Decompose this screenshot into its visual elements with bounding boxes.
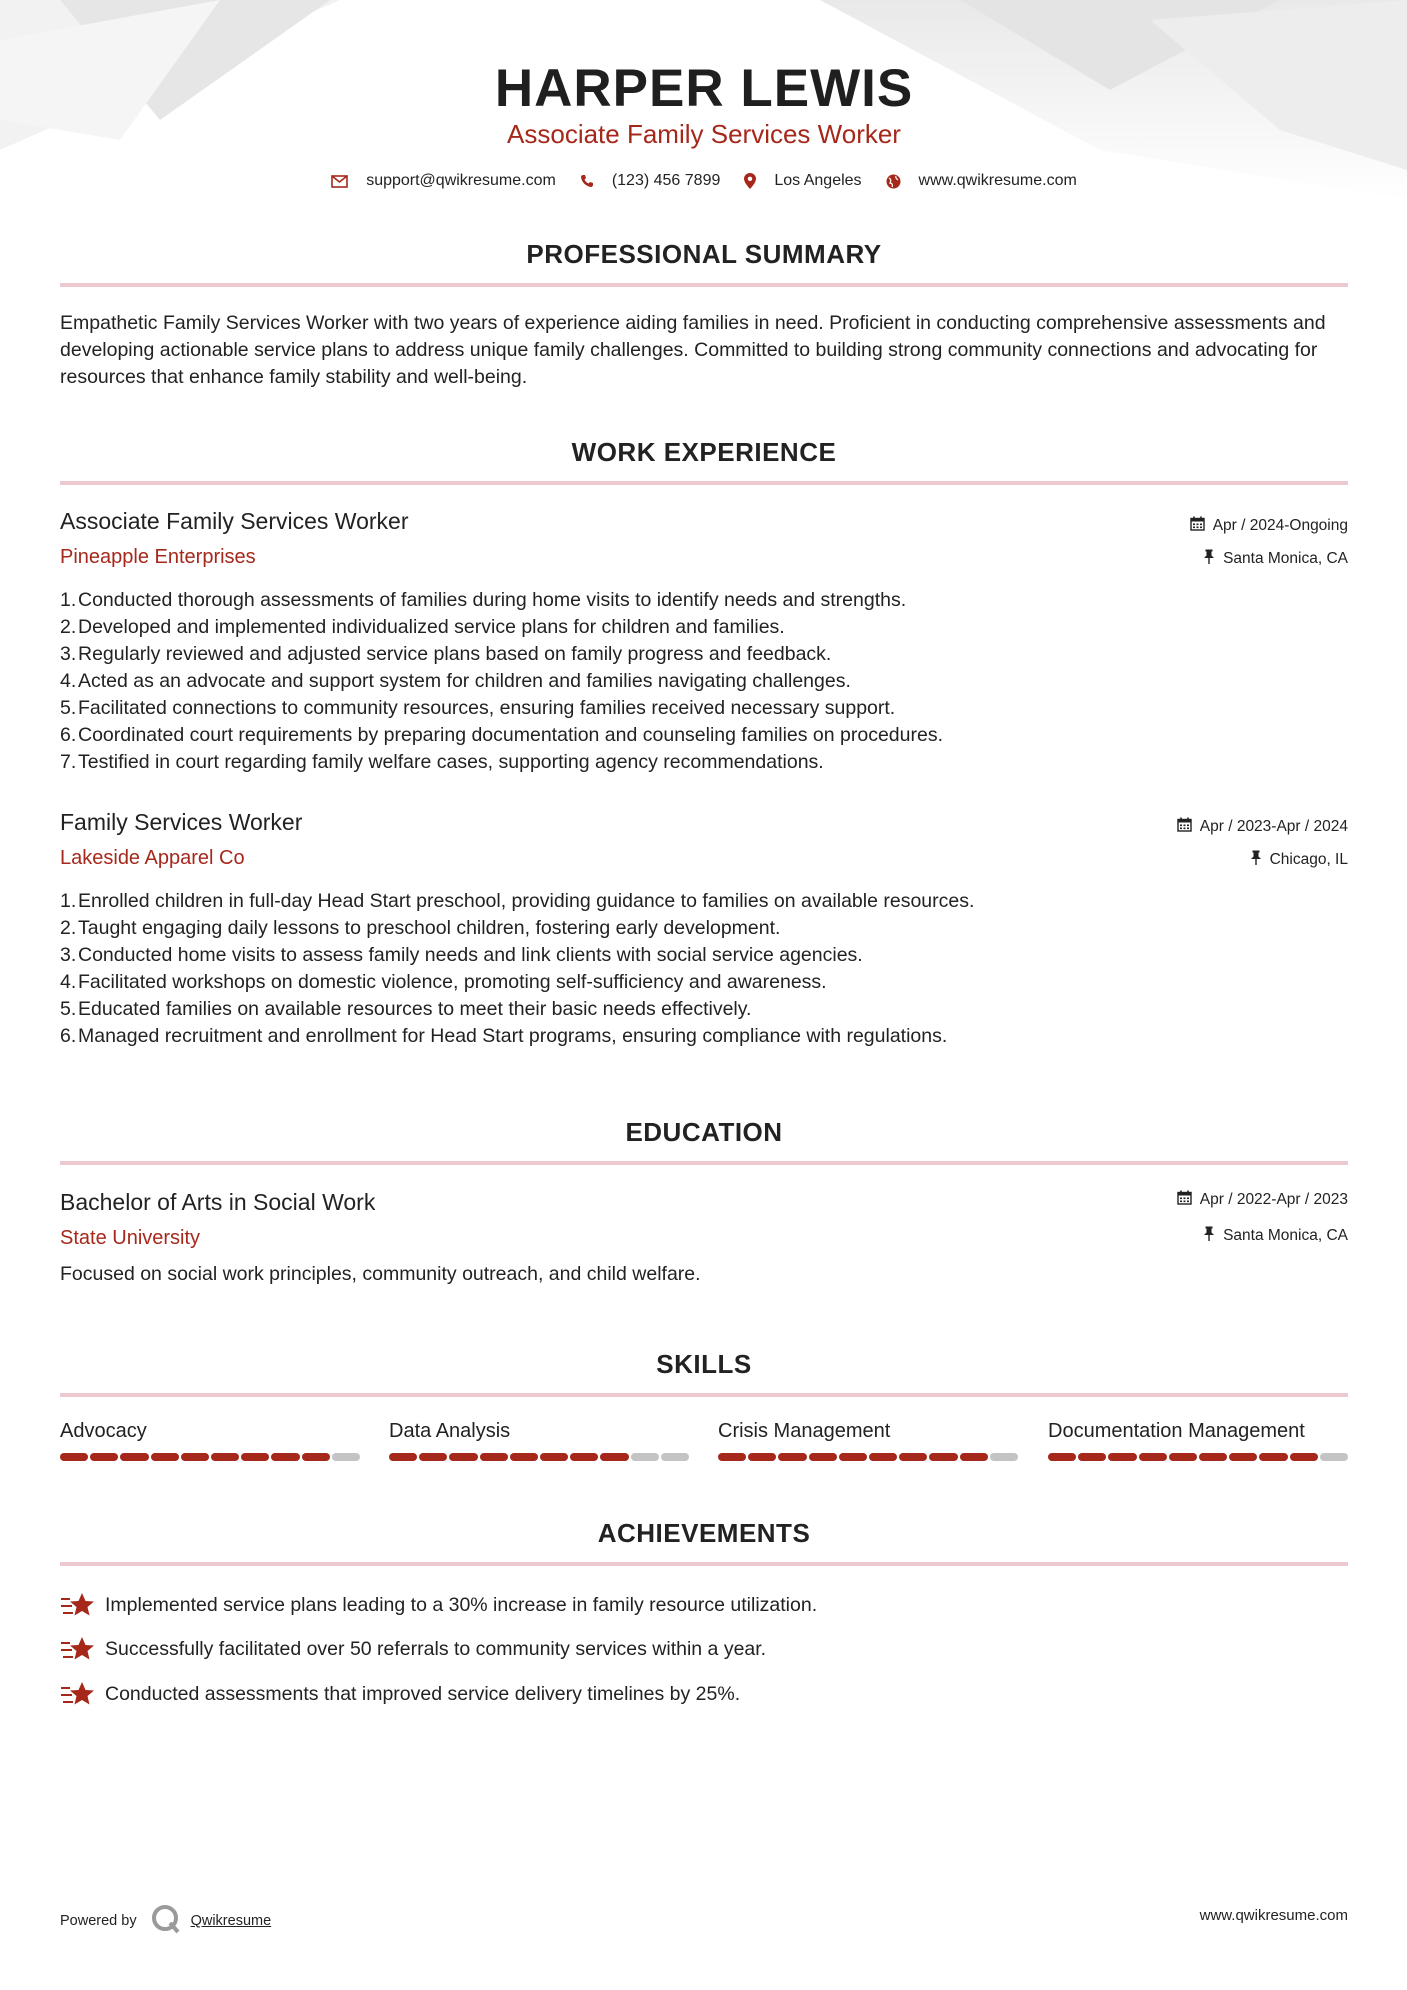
section-title-experience: WORK EXPERIENCE [571,437,837,467]
phone-icon [580,174,594,188]
section-title-education: EDUCATION [625,1117,783,1147]
skill-segment-filled [600,1453,628,1461]
shooting-star-icon [60,1590,96,1620]
achievement-text: Conducted assessments that improved service delivery timelines by 25%. [105,1682,741,1705]
skill-segment-empty [631,1453,659,1461]
pushpin-icon [1203,1226,1215,1246]
skill-rating [1048,1453,1348,1461]
education-description: Focused on social work principles, community outreach, and child welfare. [60,1263,701,1285]
skill-segment-filled [869,1453,897,1461]
section-title-achievements: ACHIEVEMENTS [597,1518,811,1548]
globe-icon [886,174,901,189]
shooting-star-icon [60,1679,96,1709]
candidate-role: Associate Family Services Worker [507,119,901,149]
skill-item [389,1420,689,1461]
skill-segment-empty [990,1453,1018,1461]
skill-rating [718,1453,1018,1461]
skill-segment-filled [1259,1453,1287,1461]
list-item: 3. Regularly reviewed and adjusted service plans based on family progress and feedback. [60,643,832,665]
skill-segment-filled [480,1453,508,1461]
education-dates-text: Apr / 2022-Apr / 2023 [1199,1191,1348,1208]
skill-segment-filled [1199,1453,1227,1461]
skill-segment-filled [960,1453,988,1461]
education-degree: Bachelor of Arts in Social Work [60,1189,376,1215]
skill-segment-filled [899,1453,927,1461]
skill-segment-filled [271,1453,299,1461]
list-item: 4. Acted as an advocate and support system for children and families navigating challenges. [60,670,851,692]
candidate-name: HARPER LEWIS [494,59,914,118]
job-dates-text: Apr / 2023-Apr / 2024 [1199,818,1348,835]
job-dates [1177,817,1348,837]
contact-phone-text: (123) 456 7899 [611,172,721,189]
skill-segment-empty [1320,1453,1348,1461]
contact-website[interactable] [886,172,1077,190]
section-title-skills: SKILLS [656,1349,752,1379]
contact-website-text: www.qwikresume.com [918,172,1077,189]
section-divider [60,283,1348,287]
skill-segment-filled [540,1453,568,1461]
job-title: Family Services Worker [60,809,303,835]
skill-item [1048,1420,1348,1461]
skill-segment-filled [1290,1453,1318,1461]
job-bullets [60,587,1348,776]
skill-segment-filled [839,1453,867,1461]
summary-text: Empathetic Family Services Worker with two years of experience aiding families in need. Proficient in conducting comprehensive assessments and developing actionable service plans to address unique family challenges. Committed to building strong community connections and advocating for resources that enhance family stability and well-being. [60,312,1326,388]
pushpin-icon [1203,549,1215,569]
list-item: 4. Facilitated workshops on domestic violence, promoting self-sufficiency and awareness. [60,971,827,993]
skill-segment-filled [748,1453,776,1461]
list-item: 2. Developed and implemented individualized service plans for children and families. [60,616,785,638]
job-dates-text: Apr / 2024-Ongoing [1212,517,1348,534]
skill-segment-filled [1078,1453,1106,1461]
job-company: Lakeside Apparel Co [60,847,245,869]
job-dates [1190,516,1348,536]
section-divider [60,481,1348,485]
list-item: 5. Educated families on available resources to meet their basic needs effectively. [60,998,752,1020]
skill-segment-filled [302,1453,330,1461]
skill-rating [389,1453,689,1461]
contact-location-text: Los Angeles [774,172,862,189]
skill-segment-filled [778,1453,806,1461]
list-item: 6. Coordinated court requirements by preparing documentation and counseling families on procedures. [60,724,944,746]
list-item: 5. Facilitated connections to community resources, ensuring families received necessary support. [60,697,896,719]
skill-segment-filled [389,1453,417,1461]
skill-segment-filled [1108,1453,1136,1461]
list-item: 2. Taught engaging daily lessons to preschool children, fostering early development. [60,917,781,939]
section-divider [60,1161,1348,1165]
map-pin-icon [744,173,756,189]
achievement-item [60,1634,766,1664]
skill-segment-filled [60,1453,88,1461]
qwikresume-link[interactable]: Qwikresume [190,1913,272,1929]
list-item: 7. Testified in court regarding family welfare cases, supporting agency recommendations. [60,751,824,773]
job-location-text: Santa Monica, CA [1223,550,1348,567]
skill-segment-filled [929,1453,957,1461]
job-title: Associate Family Services Worker [60,508,409,534]
section-title-summary: PROFESSIONAL SUMMARY [526,239,882,269]
list-item: 1. Conducted thorough assessments of families during home visits to identify needs and strengths. [60,589,907,611]
skill-segment-filled [1229,1453,1257,1461]
list-item: 6. Managed recruitment and enrollment for Head Start programs, ensuring compliance with regulations. [60,1025,948,1047]
contact-bar [60,172,1348,190]
skill-segment-empty [661,1453,689,1461]
qwikresume-logo-icon [151,1904,181,1938]
envelope-icon [331,175,348,188]
list-item: 1. Enrolled children in full-day Head Start preschool, providing guidance to families on available resources. [60,890,975,912]
skill-name: Documentation Management [1048,1420,1305,1442]
skill-segment-filled [241,1453,269,1461]
skill-name: Advocacy [60,1420,147,1442]
skill-item [718,1420,1018,1461]
calendar-icon [1190,516,1205,536]
achievement-text: Successfully facilitated over 50 referrals to community services within a year. [105,1637,767,1660]
achievement-item [60,1590,817,1620]
skill-item [60,1420,360,1461]
education-location-text: Santa Monica, CA [1223,1227,1348,1244]
job-bullets [60,888,1348,1050]
skill-segment-filled [120,1453,148,1461]
education-dates [1177,1190,1348,1210]
skill-segment-filled [809,1453,837,1461]
footer-powered-by [60,1904,271,1938]
section-divider [60,1562,1348,1566]
skill-segment-filled [718,1453,746,1461]
skill-segment-filled [1139,1453,1167,1461]
skill-segment-empty [332,1453,360,1461]
contact-location [744,172,861,190]
skill-rating [60,1453,360,1461]
contact-email[interactable] [331,172,556,190]
job-location-text: Chicago, IL [1269,851,1348,868]
skill-segment-filled [449,1453,477,1461]
powered-by-label: Powered by [60,1913,137,1929]
skill-name: Data Analysis [389,1420,511,1442]
footer-website[interactable]: www.qwikresume.com [1199,1907,1348,1924]
skill-segment-filled [181,1453,209,1461]
achievement-item [60,1679,740,1709]
contact-phone[interactable] [580,172,721,190]
skill-segment-filled [419,1453,447,1461]
job-company: Pineapple Enterprises [60,546,256,568]
skill-segment-filled [510,1453,538,1461]
calendar-icon [1177,1190,1192,1210]
contact-email-text: support@qwikresume.com [366,172,556,189]
job-location [1250,850,1348,870]
education-school: State University [60,1227,201,1249]
skill-name: Crisis Management [718,1420,891,1442]
shooting-star-icon [60,1634,96,1664]
skill-segment-filled [211,1453,239,1461]
skill-segment-filled [570,1453,598,1461]
pushpin-icon [1250,850,1262,870]
education-location [1203,1226,1348,1246]
skill-segment-filled [1169,1453,1197,1461]
calendar-icon [1177,817,1192,837]
skill-segment-filled [151,1453,179,1461]
section-divider [60,1393,1348,1397]
list-item: 3. Conducted home visits to assess family needs and link clients with social service agencies. [60,944,863,966]
skill-segment-filled [1048,1453,1076,1461]
skill-segment-filled [90,1453,118,1461]
achievement-text: Implemented service plans leading to a 30% increase in family resource utilization. [105,1593,818,1616]
job-location [1203,549,1348,569]
